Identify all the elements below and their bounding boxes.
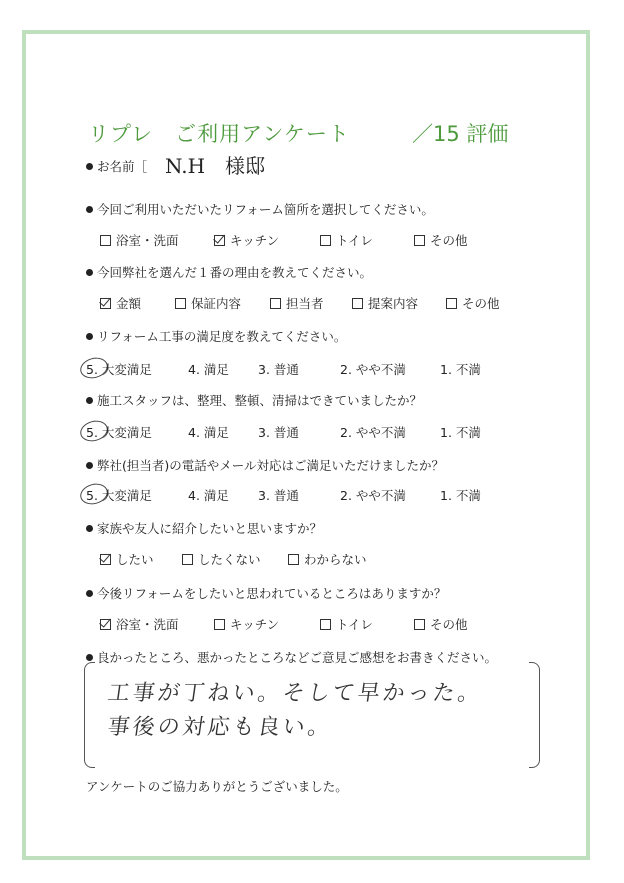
question-1-text: 今回ご利用いただいたリフォーム箇所を選択してください。	[97, 202, 434, 217]
rating-number: 4.	[188, 425, 200, 440]
checked-checkbox-icon[interactable]	[100, 619, 111, 630]
option-label: 担当者	[286, 296, 324, 311]
rating-number: 2.	[340, 488, 352, 503]
q3-rating-5[interactable]	[86, 360, 152, 378]
q5-rating-5[interactable]	[86, 486, 152, 504]
q2-option-price[interactable]	[100, 294, 141, 312]
name-label-text: お名前［	[97, 159, 148, 174]
rating-number: 2.	[340, 362, 352, 377]
checkbox-icon[interactable]	[446, 298, 457, 309]
q1-option-other[interactable]	[414, 231, 468, 249]
rating-number: 1.	[440, 362, 452, 377]
rating-label: 不満	[455, 488, 481, 503]
rating-label: 大変満足	[101, 362, 152, 377]
question-5-text: 弊社(担当者)の電話やメール対応はご満足いただけましたか？	[97, 458, 445, 473]
checkbox-icon[interactable]	[414, 619, 425, 630]
rating-number: 5.	[86, 488, 98, 503]
q4-rating-5[interactable]	[86, 423, 152, 441]
option-label: したくない	[198, 552, 261, 567]
q3-rating-2[interactable]	[340, 360, 406, 378]
question-1	[86, 200, 434, 218]
checkbox-icon[interactable]	[352, 298, 363, 309]
q4-rating-1[interactable]	[440, 423, 481, 441]
option-label: したい	[116, 552, 154, 567]
rating-label: 大変満足	[101, 425, 152, 440]
question-7	[86, 584, 446, 602]
checkbox-icon[interactable]	[414, 235, 425, 246]
checkbox-icon[interactable]	[214, 619, 225, 630]
rating-label: 不満	[455, 425, 481, 440]
question-3	[86, 327, 346, 345]
option-label: トイレ	[336, 617, 373, 632]
q2-option-other[interactable]	[446, 294, 500, 312]
checkbox-icon[interactable]	[182, 554, 193, 565]
rating-label: やや不満	[355, 488, 406, 503]
rating-label: 満足	[203, 362, 229, 377]
question-7-text: 今後リフォームをしたいと思われているところはありますか？	[97, 586, 447, 601]
rating-number: 1.	[440, 425, 452, 440]
q7-option-kitchen[interactable]	[214, 615, 279, 633]
checkbox-icon[interactable]	[320, 619, 331, 630]
q3-rating-3[interactable]	[258, 360, 299, 378]
q5-rating-3[interactable]	[258, 486, 299, 504]
option-label: 提案内容	[368, 296, 419, 311]
question-3-text: リフォーム工事の満足度を教えてください。	[97, 329, 347, 344]
q4-rating-4[interactable]	[188, 423, 229, 441]
survey-title: リプレ ご利用アンケート	[88, 122, 350, 146]
q1-option-kitchen[interactable]	[214, 231, 279, 249]
rating-number: 3.	[258, 425, 270, 440]
name-value: N.H 様邸	[165, 154, 266, 178]
q6-option-unsure[interactable]	[288, 550, 367, 568]
q5-rating-4[interactable]	[188, 486, 229, 504]
rating-number: 4.	[188, 488, 200, 503]
rating-label: 普通	[273, 362, 299, 377]
option-label: その他	[430, 617, 468, 632]
checked-checkbox-icon[interactable]	[214, 235, 225, 246]
q7-option-other[interactable]	[414, 615, 468, 633]
q2-option-proposal[interactable]	[352, 294, 418, 312]
question-8-text: 良かったところ、悪かったところなどご意見ご感想をお書きください。	[97, 650, 498, 665]
q1-option-bath[interactable]	[100, 231, 179, 249]
rating-label: やや不満	[355, 425, 406, 440]
rating-number: 4.	[188, 362, 200, 377]
rating-label: 普通	[273, 425, 299, 440]
q6-option-no[interactable]	[182, 550, 261, 568]
rating-number: 2.	[340, 425, 352, 440]
bullet-icon	[86, 525, 93, 532]
q2-option-warranty[interactable]	[175, 294, 241, 312]
option-label: その他	[462, 296, 500, 311]
comment-box-left-bracket	[84, 662, 95, 768]
rating-number: 3.	[258, 488, 270, 503]
option-label: 浴室・洗面	[116, 233, 179, 248]
q3-rating-4[interactable]	[188, 360, 229, 378]
bullet-icon	[86, 590, 93, 597]
thank-you-note: アンケートのご協力ありがとうございました。	[86, 779, 348, 794]
rating-label: 満足	[203, 488, 229, 503]
question-4-text: 施工スタッフは、整理、整頓、清掃はできていましたか？	[97, 393, 423, 408]
option-label: 浴室・洗面	[116, 617, 179, 632]
name-label	[86, 157, 147, 175]
rating-number: 5.	[86, 362, 98, 377]
question-2	[86, 263, 372, 281]
question-6	[86, 519, 322, 537]
q4-rating-2[interactable]	[340, 423, 406, 441]
question-2-text: 今回弊社を選んだ１番の理由を教えてください。	[97, 265, 373, 280]
rating-number: 3.	[258, 362, 270, 377]
checkbox-icon[interactable]	[288, 554, 299, 565]
bullet-icon	[86, 397, 93, 404]
q2-option-staff[interactable]	[270, 294, 324, 312]
comment-box-right-bracket	[529, 662, 540, 768]
rating-label: 普通	[273, 488, 299, 503]
checked-checkbox-icon[interactable]	[100, 298, 111, 309]
rating-label: やや不満	[355, 362, 406, 377]
option-label: 金額	[116, 296, 142, 311]
q3-rating-1[interactable]	[440, 360, 481, 378]
option-label: わからない	[304, 552, 367, 567]
checkbox-icon[interactable]	[100, 235, 111, 246]
bullet-icon	[86, 462, 93, 469]
handwritten-comment-line-2: 事後の対応も良い。	[105, 715, 335, 740]
q7-option-bath[interactable]	[100, 615, 179, 633]
bullet-icon	[86, 333, 93, 340]
option-label: その他	[430, 233, 468, 248]
bullet-icon	[86, 654, 93, 661]
rating-label: 不満	[455, 362, 481, 377]
score-label: ／15 評価	[412, 122, 509, 146]
question-5	[86, 456, 444, 474]
q5-rating-2[interactable]	[340, 486, 406, 504]
checkbox-icon[interactable]	[175, 298, 186, 309]
q5-rating-1[interactable]	[440, 486, 481, 504]
option-label: 保証内容	[191, 296, 242, 311]
rating-number: 5.	[86, 425, 98, 440]
bullet-icon	[86, 206, 93, 213]
q6-option-yes[interactable]	[100, 550, 154, 568]
option-label: トイレ	[336, 233, 373, 248]
rating-label: 満足	[203, 425, 229, 440]
option-label: キッチン	[230, 233, 280, 248]
q7-option-toilet[interactable]	[320, 615, 373, 633]
question-6-text: 家族や友人に紹介したいと思いますか？	[97, 521, 323, 536]
rating-number: 1.	[440, 488, 452, 503]
option-label: キッチン	[230, 617, 280, 632]
rating-label: 大変満足	[101, 488, 152, 503]
q4-rating-3[interactable]	[258, 423, 299, 441]
question-4	[86, 391, 422, 409]
q1-option-toilet[interactable]	[320, 231, 373, 249]
bullet-icon	[86, 269, 93, 276]
checkbox-icon[interactable]	[320, 235, 331, 246]
checked-checkbox-icon[interactable]	[100, 554, 111, 565]
bullet-icon	[86, 163, 93, 170]
checkbox-icon[interactable]	[270, 298, 281, 309]
handwritten-comment-line-1: 工事が丁ねい。そして早かった。	[105, 681, 485, 706]
